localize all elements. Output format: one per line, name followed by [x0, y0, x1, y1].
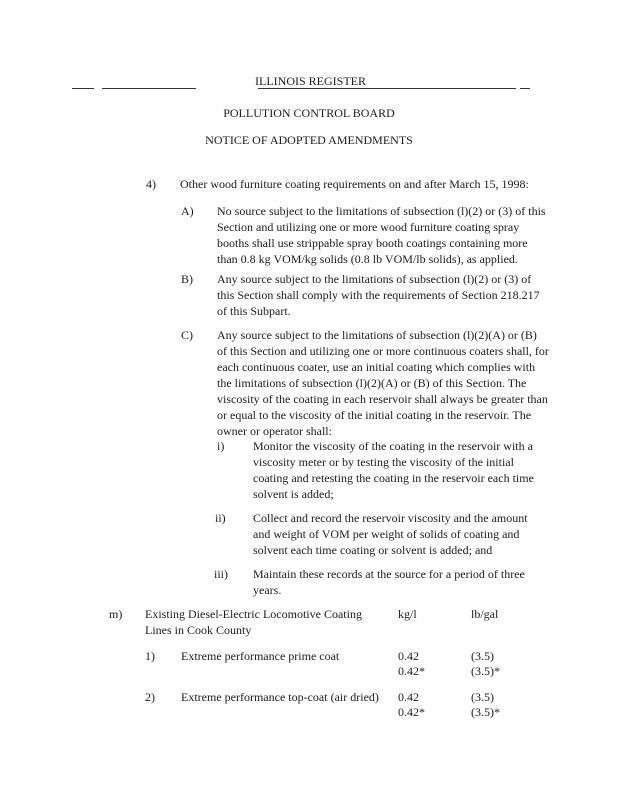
header-rule-left-2 — [102, 88, 196, 89]
table-cell-lbgal: (3.5)* — [471, 664, 500, 678]
item-number: 4) — [146, 177, 156, 191]
table-cell-lbgal: (3.5) — [471, 649, 494, 663]
clause-text: Maintain these records at the source for a period of three years. — [253, 567, 525, 597]
section-label: m) — [109, 607, 123, 621]
table-row-number: 1) — [145, 649, 155, 663]
table-cell-kgl: 0.42* — [398, 664, 425, 678]
section-title: Existing Diesel-Electric Locomotive Coating Lines in Cook County — [145, 607, 362, 637]
notice-title: NOTICE OF ADOPTED AMENDMENTS — [205, 133, 413, 147]
table-row-name: Extreme performance top-coat (air dried) — [181, 690, 379, 704]
table-cell-lbgal: (3.5)* — [471, 705, 500, 719]
header-rule-left — [72, 88, 94, 89]
table-row-number: 2) — [145, 690, 155, 704]
column-header-lbgal: lb/gal — [471, 607, 499, 621]
board-title: POLLUTION CONTROL BOARD — [223, 106, 395, 120]
table-cell-lbgal: (3.5) — [471, 690, 494, 704]
subsection-text: Any source subject to the limitations of subsection (l)(2)(A) or (B) of this Section and utilizing one or more continuous coaters shall, for each continuous coater, use an initial coating which complies with the limitations of subsection (l)(2)(A) or (B) of this Section. The viscosity of the coating in each reservoir shall always be greater than or equal to the viscosity of the initial coating in the reservoir. The owner or operator shall: — [217, 328, 549, 438]
header-rule-right — [520, 88, 530, 89]
table-cell-kgl: 0.42 — [398, 690, 419, 704]
clause-text: Collect and record the reservoir viscosity and the amount and weight of VOM per weight of solids of coating and solvent each time coating or solvent is added; and — [253, 511, 528, 557]
subsection-label: A) — [181, 204, 194, 218]
clause-label: iii) — [214, 567, 228, 581]
subsection-text: Any source subject to the limitations of subsection (l)(2) or (3) of this Section shall comply with the requirements of Section 218.217 of this Subpart. — [217, 272, 540, 318]
subsection-label: B) — [181, 272, 193, 286]
clause-label: ii) — [215, 511, 226, 525]
clause-text: Monitor the viscosity of the coating in the reservoir with a viscosity meter or by testing the viscosity of the initial coating and retesting the coating in the reservoir each time solvent is added; — [253, 439, 534, 501]
table-row-name: Extreme performance prime coat — [181, 649, 340, 663]
table-cell-kgl: 0.42* — [398, 705, 425, 719]
subsection-label: C) — [181, 328, 193, 342]
clause-label: i) — [217, 439, 225, 453]
item-text: Other wood furniture coating requirements on and after March 15, 1998: — [180, 177, 529, 191]
table-cell-kgl: 0.42 — [398, 649, 419, 663]
column-header-kgl: kg/l — [398, 607, 417, 621]
register-title: ILLINOIS REGISTER — [255, 74, 366, 88]
subsection-text: No source subject to the limitations of subsection (l)(2) or (3) of this Section and utilizing one or more wood furniture coating spray booths shall use strippable spray booth coatings containing more than 0.8 kg VOM/kg solids (0.8 lb VOM/lb solids), as applied. — [217, 204, 546, 266]
